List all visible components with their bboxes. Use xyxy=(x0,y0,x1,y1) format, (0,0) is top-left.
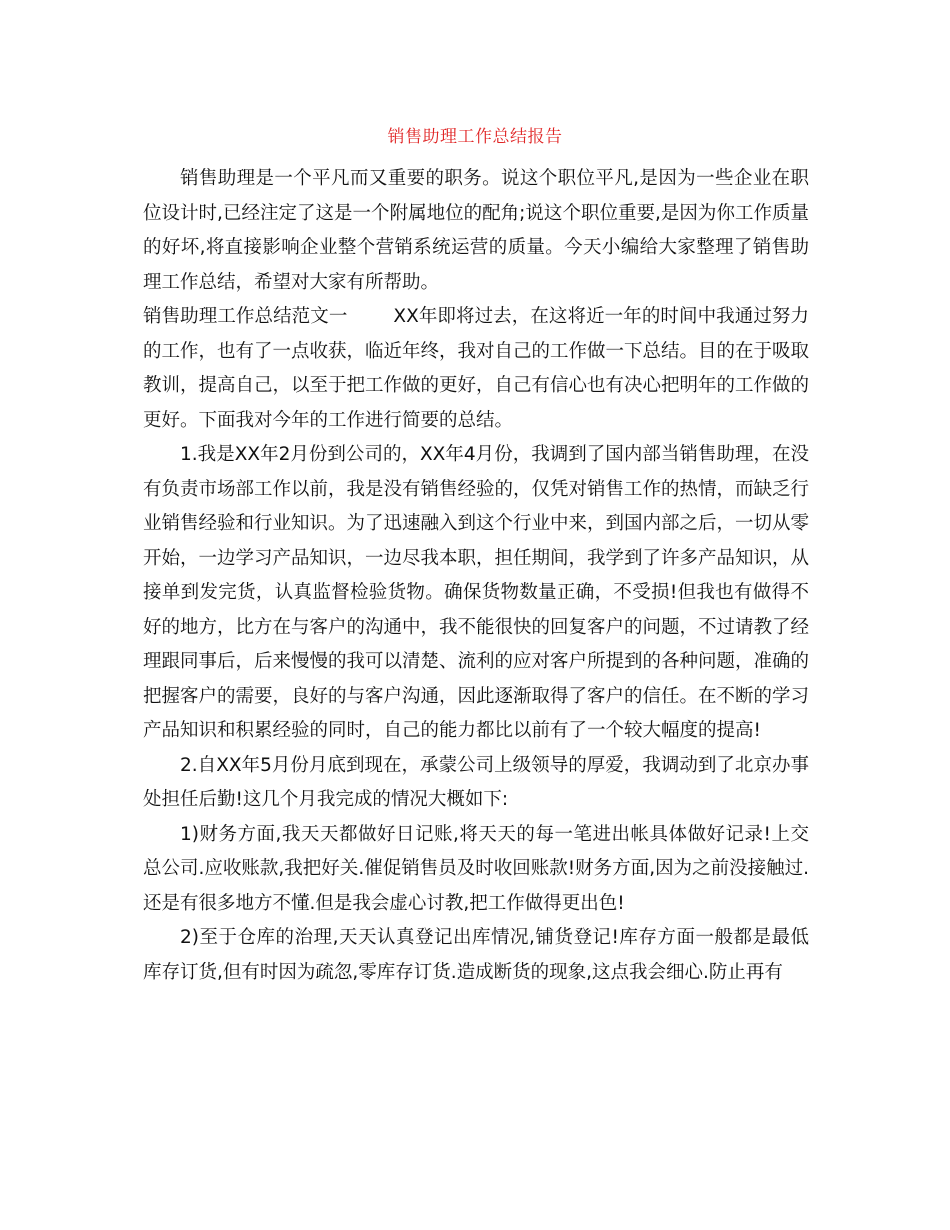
document-body xyxy=(143,162,809,990)
item-1-paragraph: 1)财务方面,我天天都做好日记账,将天天的每一笔进出帐具体做好记录!上交总公司.应收账款,我把好关.催促销售员及时收回账款!财务方面,因为之前没接触过.还是有很多地方不懂.但是我会虚心讨教,把工作做得更出色! xyxy=(143,823,809,914)
sample-heading: 销售助理工作总结范文一 xyxy=(143,306,348,327)
item-2-paragraph: 2)至于仓库的治理,天天认真登记出库情况,铺货登记!库存方面一般都是最低库存订货,但有时因为疏忽,零库存订货.造成断货的现象,这点我会细心.防止再有 xyxy=(143,927,809,983)
document-title: 销售助理工作总结报告 xyxy=(387,127,563,147)
intro-paragraph: 销售助理是一个平凡而又重要的职务。说这个职位平凡,是因为一些企业在职位设计时,已经注定了这是一个附属地位的配角;说这个职位重要,是因为你工作质量的好坏,将直接影响企业整个营销系统运营的质量。今天小编给大家整理了销售助理工作总结，希望对大家有所帮助。 xyxy=(143,168,809,293)
point-2-paragraph: 2.自XX年5月份月底到现在，承蒙公司上级领导的厚爱，我调动到了北京办事处担任后勤!这几个月我完成的情况大概如下: xyxy=(143,754,809,810)
sample-paragraph xyxy=(143,300,809,438)
point-1-paragraph: 1.我是XX年2月份到公司的，XX年4月份，我调到了国内部当销售助理，在没有负责市场部工作以前，我是没有销售经验的，仅凭对销售工作的热情，而缺乏行业销售经验和行业知识。为了迅速融入到这个行业中来，到国内部之后，一切从零开始，一边学习产品知识，一边尽我本职，担任期间，我学到了许多产品知识，从接单到发完货，认真监督检验货物。确保货物数量正确，不受损!但我也有做得不好的地方，比方在与客户的沟通中，我不能很快的回复客户的问题，不过请教了经理跟同事后，后来慢慢的我可以清楚、流利的应对客户所提到的各种问题，准确的把握客户的需要，良好的与客户沟通，因此逐渐取得了客户的信任。在不断的学习产品知识和积累经验的同时，自己的能力都比以前有了一个较大幅度的提高! xyxy=(143,444,810,741)
sample-intro: XX年即将过去，在这将近一年的时间中我通过努力的工作，也有了一点收获，临近年终，我对自己的工作做一下总结。目的在于吸取教训，提高自己，以至于把工作做的更好，自己有信心也有决心把明年的工作做的更好。下面我对今年的工作进行简要的总结。 xyxy=(143,306,810,431)
